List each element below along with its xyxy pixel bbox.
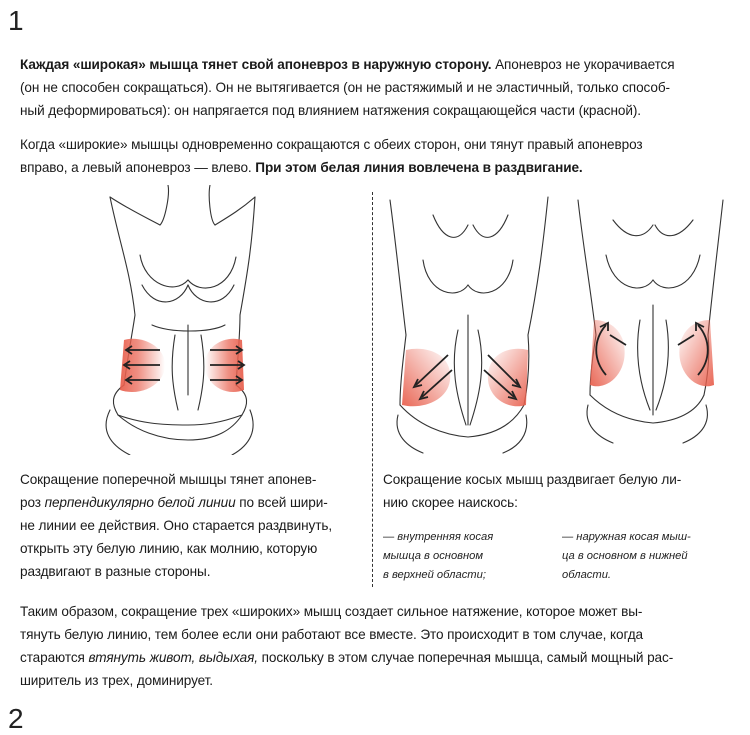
intro-paragraph [20,53,732,122]
second-line2-start: вправо, а левый апоневроз — влево. [20,160,256,175]
outer-line3: области. [562,569,612,581]
outer-oblique-note [562,528,732,585]
inner-line2: мышца в основном [383,550,484,562]
inner-oblique-note [383,528,543,585]
inner-dash: — [383,531,395,543]
page-number-bottom: 2 [8,703,24,734]
right-caption [383,468,733,514]
second-line1: Когда «широкие» мышцы одновременно сокращаются с обеих сторон, они тянут правый апоневроз [20,137,643,152]
second-paragraph [20,133,732,179]
outer-dash: — [562,531,574,543]
inner-line3: в верхней области; [383,569,486,581]
second-bold: При этом белая линия вовлечена в раздвигание. [255,160,583,175]
conclusion-paragraph [20,600,732,692]
transverse-muscle-figure [0,185,360,455]
conclusion-line4: ширитель из трех, доминирует. [20,673,213,688]
left-caption-line2-start: роз [20,495,45,510]
intro-line1-rest: Апоневроз не укорачивается [491,57,675,72]
left-caption-italic: перпендикулярно белой линии [44,495,236,510]
left-caption-line4: открыть эту белую линию, как молнию, которую [20,541,318,556]
left-caption-line3: не линии ее действия. Оно старается раздвинуть, [20,518,332,533]
intro-bold: Каждая «широкая» мышца тянет свой апоневроз в наружную сторону. [20,57,492,72]
page-number-top: 1 [8,5,24,36]
outer-line2: ца в основном в нижней [562,550,688,562]
conclusion-line2: тянуть белую линию, тем более если они работают все вместе. Это происходит в том случае, когда [20,627,644,642]
left-caption-line2-end: по всей шири- [235,495,328,510]
right-caption-line2: нию скорее наискось: [383,495,518,510]
left-caption-line5: раздвигают в разные стороны. [20,564,211,579]
conclusion-line3-end: поскольку в этом случае поперечная мышца, самый мощный рас- [257,650,674,665]
oblique-muscles-figure [378,185,748,455]
right-caption-line1: Сокращение косых мышц раздвигает белую ли- [383,472,682,487]
outer-line1: наружная косая мыш- [576,531,691,543]
conclusion-line1: Таким образом, сокращение трех «широких» мышц создает сильное натяжение, которое может вы- [20,604,643,619]
left-caption [20,468,365,583]
figure-divider [372,192,373,587]
inner-line1: внутренняя косая [397,531,494,543]
conclusion-italic: втянуть живот, выдыхая, [88,650,258,665]
conclusion-line3-start: стараются [20,650,89,665]
intro-line2: (он не способен сокращаться). Он не вытягивается (он не растяжимый и не эластичный, только способ- [20,80,670,95]
intro-line3: ный деформироваться): он напрягается под влиянием натяжения сокращающейся части (красной). [20,103,641,118]
left-caption-line1: Сокращение поперечной мышцы тянет апонев- [20,472,317,487]
